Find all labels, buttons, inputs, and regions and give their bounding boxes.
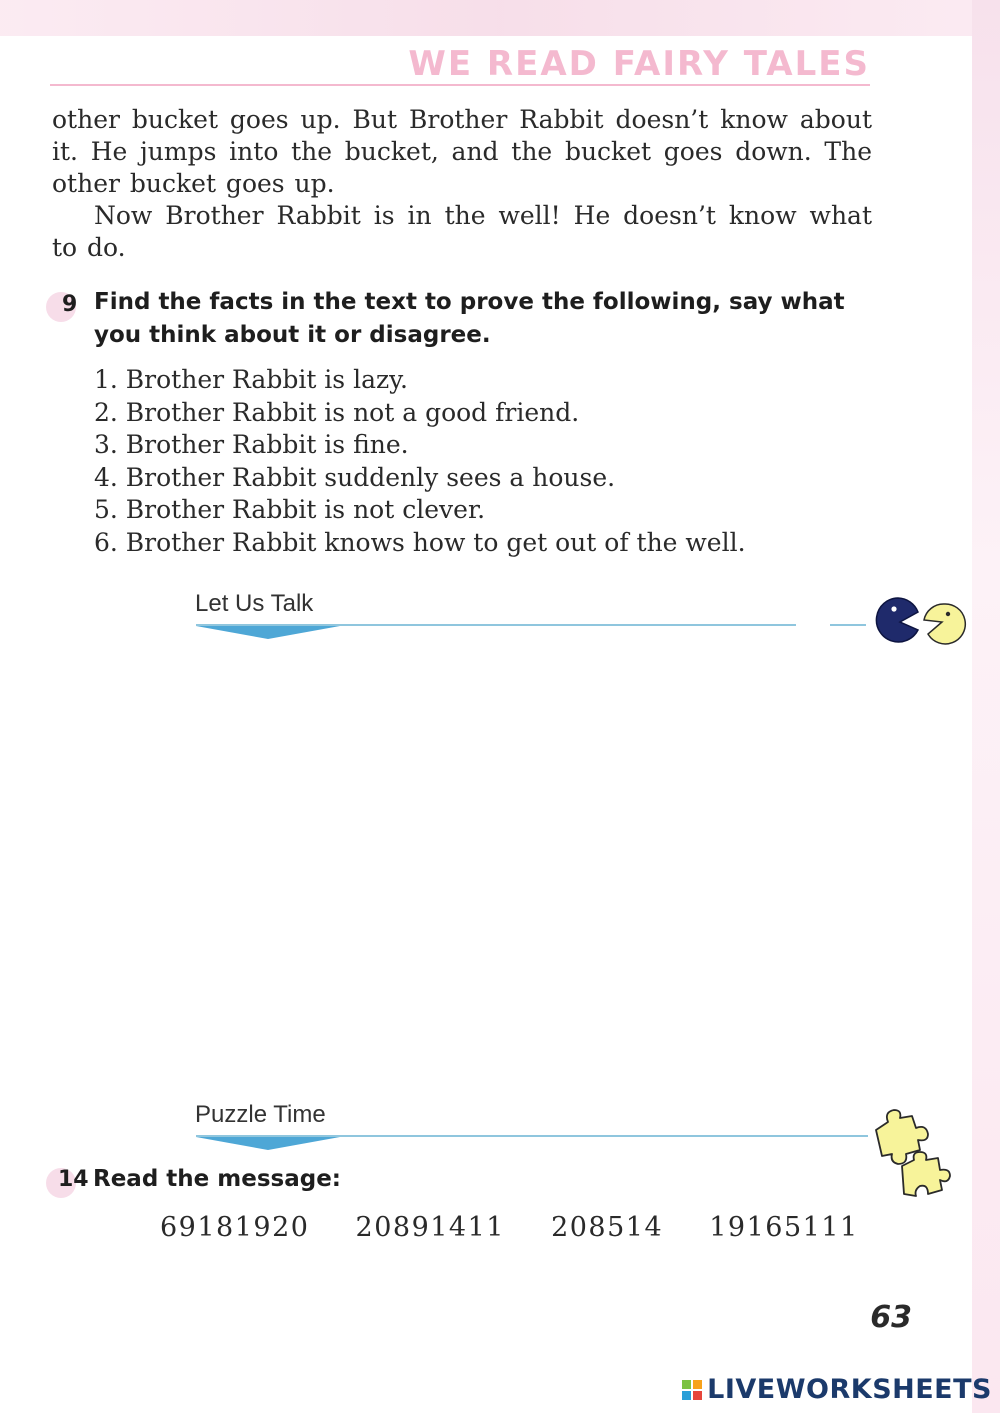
puzzle-pieces-icon [868,1104,952,1198]
coded-message [160,1212,895,1243]
section-rule-talk-end [830,624,866,626]
code-number: 208514 [551,1212,664,1243]
exercise-14-instruction: Read the message: [93,1166,342,1192]
list-item: 4. Brother Rabbit suddenly sees a house. [94,462,616,492]
section-marker-talk [196,626,340,639]
exercise-9-instruction: Find the facts in the text to prove the following, say what you think about it or disagree. [94,289,845,348]
header-divider [50,84,870,86]
liveworksheets-logo-icon [681,1379,703,1401]
brand-name: LIVEWORKSHEETS [707,1374,992,1405]
list-item: 6. Brother Rabbit knows how to get out of the well. [94,527,746,557]
exercise-9-number: 9 [62,292,78,317]
section-heading-talk: Let Us Talk [195,590,314,617]
pacman-icon [872,594,972,650]
chapter-title: WE READ FAIRY TALES [408,44,870,84]
list-item: 2. Brother Rabbit is not a good friend. [94,397,580,427]
page-number: 63 [870,1300,912,1335]
liveworksheets-brand[interactable] [681,1374,992,1405]
page-edge-band [972,0,1000,1413]
section-heading-puzzle: Puzzle Time [195,1101,326,1128]
code-number: 20891411 [355,1212,505,1243]
exercise-14-number: 14 [58,1167,89,1192]
code-number: 19165111 [709,1212,859,1243]
page-top-band [0,0,1000,36]
list-item: 3. Brother Rabbit is fine. [94,430,409,459]
section-marker-puzzle [196,1137,340,1150]
list-item: 1. Brother Rabbit is lazy. [94,365,408,394]
story-paragraph-1: other bucket goes up. But Brother Rabbit doesn’t know about it. He jumps into the bucket, and the bucket goes down. The other bucket goes up. [52,105,872,198]
statement-list [94,364,746,559]
code-number: 69181920 [160,1212,310,1243]
list-item: 5. Brother Rabbit is not clever. [94,495,486,524]
story-paragraph-2: Now Brother Rabbit is in the well! He doesn’t know what to do. [52,201,872,262]
